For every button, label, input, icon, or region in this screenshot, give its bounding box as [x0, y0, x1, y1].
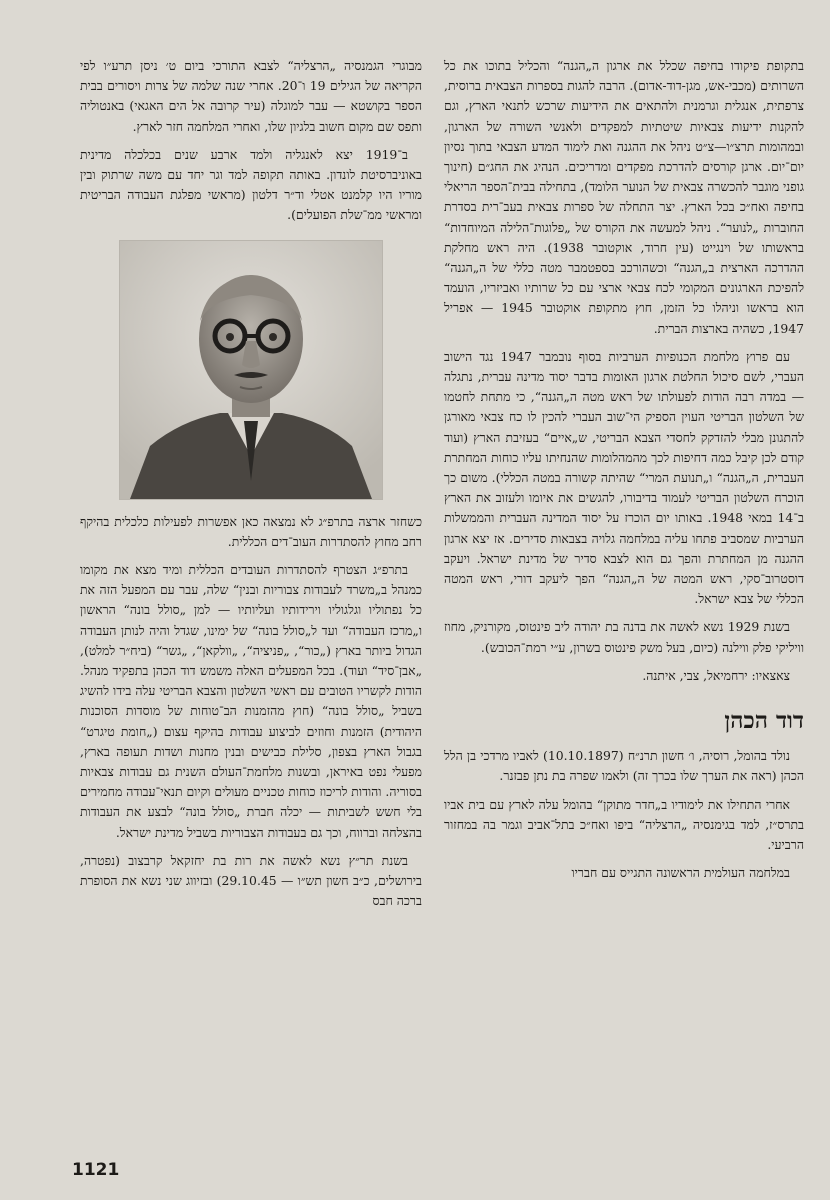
paragraph: נולד בהומל, רוסיה, ו׳ חשון תרנ״ח (10.10.1897) לאביו מרדכי בן הלל הכהן (ראה את הערך שלו בכרך זה) ולאמו שפרה בת נתן פבזנר. — [444, 748, 804, 784]
paragraph: עם פרוץ מלחמת הכנופיות הערביות בסוף נובמבר 1947 נגד הישוב העברי, לשם סיכול החלטת ארגון האומות בדבר יסוד מדינה עברית, נתגלה — במדה רבה הודות לפעולתו של ראש מטה ה„הגנה“, כי מתחת לחטמו של השלטון הבריטי העוין הספיק הי־שוב העברי להכין לו כח צבאי מאורגן להתגונן מבלי להזדקק לחסדי הצבא הבריטי, ש„איים“ בעזיבת הארץ (ועוד קודם לכן קיבל כמה דחיפות לכך מהמהלומות שהנחיתו עליו כוחות המחתרת העברית, ה„הגנה“ ו„תנועת המרי“ שהיתה קשורה במטה הכללי). משום כך הוכרח השלטון הבריטי לעמוד בדיבורו, להגשים את איומו ולעזוב את הארץ ב־14 במאי 1948. באותו יום הוכרז על יסוד המדינה העברית והממשלות הערביות שמסביב פתחו עליה במלחמה גלויה בצבאות סדירים. אז יצא ארגון ההגנה מן המחתרת והפך גם הוא לצבא סדיר של מדינת ישראל. ויעקב דוסטרוב־סקי, ראש המטה של ה„הגנה“ הפך ליעקב דורי, ראש המטה הכללי של צבא ישראל. — [444, 348, 804, 607]
right-column — [444, 56, 804, 891]
paragraph: כשחזר ארצה בתרפ״ג לא נמצאה כאן אפשרות לפעילות כלכלית בהיקף רחב מחוץ להסתדרות העוב־דים הכללית. — [80, 513, 422, 549]
paragraph: ב־1919 יצא לאנגליה ולמד ארבע שנים בכלכלה מדינית באוניברסיטת לונדון. באותה תקופה למד וגר יחד עם משה שרתוק ובין מוריו היו קלמנט אטלי וד״ר דלטון (מראשי מפלגת העבודה הבריטית ומראשי ממ־שלת הפועלים). — [80, 146, 422, 223]
paragraph: מבוגרי הגמנסיה „הרצליה“ לצבא התורכי ביום ט׳ ניסן תרע״ו לפי הקריאה של הגילים 19 ו־20. אחרי שנה שלמה של צרות ויסורים בבית הספר בקושטא — עבר למוגלה (עיר קרובה אל הים האגאי) באנטוליה ותפס שם מקום חשוב בלגיון שלו, ואחרי המלחמה חזר לארץ. — [80, 58, 422, 134]
children-line: צאצאיו: ירחמיאל, צבי, איתנה. — [642, 667, 790, 683]
paragraph: אחרי התחילו את לימודיו ב„חדר מתוקן“ בהומל עלה לארץ עם בית אביו בתרס״ז, למד בגימנסיה „הרצליה“ ביפו ואח״כ בתל־אביב וגמר בה במחזור הרביעי. — [444, 796, 804, 852]
paragraph: במלחמה העולמית הראשונה התגייס עם חבריו — [571, 865, 790, 881]
paragraph: בשנת 1929 נשא לאשה את בדנה בת יהודה ליב פינטוס, מקורניק, מחוז וויליקי פלק ווילנה (כיום, בעל משק פינטוס בשרון, ע״י רמת־הכובש). — [444, 619, 804, 655]
portrait-photo — [119, 240, 383, 500]
paragraph: בתקופת פיקודו בחיפה שכלל את ארגון ה„הגנה“ והכליל בתוכו את כל השרותים (מכבי-אש, מגן-דוד-אדום). הרבה להגות בספרות הצבאית ברוסית, צרפתית, אנגלית וגרמנית ולהתאים את הידיעות שרכש לתנאי הארץ, וגם להקנות ידיעות צבאיות שיטתיות למפקדים ולאנשי השורה של הארגון, ובמהומות תרצ״ו—צ״ט ניהל את ההגנה ואת לימוד המדע הצבאי בתוך נסיון יום־יום. ארגן קורסים להדרכת מפקדים ומדריכים. הנהיג את החג״ם (חינוך גופני מוגבר להכשרה צבאית של הנוער הלומד), בתחילה בבית־הספר הריאלי בחיפה ואח״כ בכל הארץ. יצר התחלה של ספרות צבאית בעב־רית בסדרת החוברות „לנוער“. ניהל למעשה את הקורס של „פלוגות־הלילה המיוחדות“ בראשותו של וינגייט (עין חרוד, אוקטובר 1938). היה ראש מחלקת ההדרכה הארצית ב„הגנה“ וכשהורכב בספטמבר מטה כללי של ה„הגנה“ להפיכת הארגונים המקומי לכח צבאי ארצי עם כל שרותיו ואביזריו, הועמד הוא בראשו וניהלו כל הזמן, חוץ מתקופת אוקטובר 1945 — אפריל 1947, כשהיה בארצות הברית. — [444, 58, 804, 336]
left-column — [80, 56, 422, 919]
paragraph: בשנת תר״ץ נשא לאשה את רות בת יחזקאל קרבצוב (נפטרה, בירושלים, כ״ב חשון תש״ו — 29.10.45) ובזיווג שני נשא את הסופרת ברכה חבס — [80, 852, 422, 909]
entry-heading: דוד הכהן — [724, 707, 804, 735]
portrait-image — [120, 241, 382, 499]
page-number: 1121 — [72, 1160, 120, 1180]
paragraph: בתרפ״ג הצטרף להסתדרות העובדים הכללית ומיד מצא את מקומו כמנהל ב„משרד לעבודות צבוריות ובנין“ שלה, עבר עם המפעל הזה את כל נפתוליו וגלגוליו וירידותיו ועליותיו — למן „סולל בונה“ הראשון ו„מרכז העבודה“ ועד ל„סולל בונה“ של ימינו, שגדל והיה לנותן העבודה הגדול ביותר בארץ („כור“, „פניציה“, „וולקאן“, „גשר“ (ביח״ר למלט), „אבן־סיד“ ועוד). בכל המפעלים האלה משמש דוד הכהן בתפקיד מנהל. הודות לקשריו הטובים עם ראשי השלטון והצבא הבריטי עלה בידו להשיג בשביל „סולל בונה“ (חוץ מהזמנות הב־טוחות של מוסדות הסוכנות היהודית) הזמנות וחוזים לביצוע עבודות בהיקף עצום („חומת טיגרט“ בגבול הארץ בצפון, סלילת כבישים ובנין מחנות ושדות תעופה בארץ, מפעלי נפט באיראן, ובשנות מלחמת־העולם השנית גם עבודות צבאיות בסוריה. והודות לריכוז כוחות טכניים מעולים וקיום תנאי־עבודה מחמירים בלי חשש לשביתות — יכלה חברת „סולל בונה“ לבצע את העבודות בהצלחה וברווח, וכך גם בעבודות הצבוריות בשביל מדינת ישראל. — [79, 562, 422, 840]
